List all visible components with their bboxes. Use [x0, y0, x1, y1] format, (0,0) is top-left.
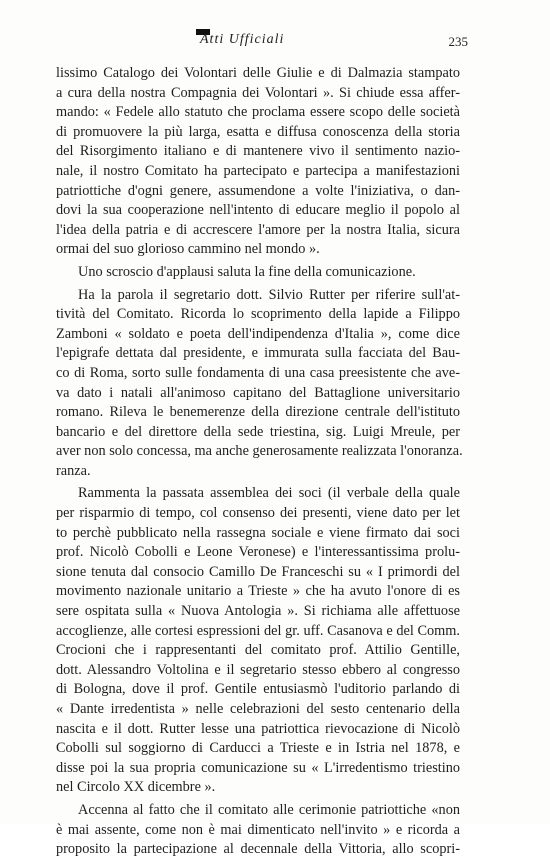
page-number: 235	[448, 34, 468, 49]
text-line: nascita e il dott. Rutter lesse una patriottica rievocazione di Nicolò	[56, 720, 460, 737]
text-line: nel Circolo XX dicembre ».	[56, 779, 216, 796]
text-line: nale, il nostro Comitato ha partecipato e partecipa a manifestazioni	[56, 162, 460, 179]
text-line: Ha la parola il segretario dott. Silvio Rutter per riferire sull'at-	[78, 286, 460, 303]
text-line: Accenna al fatto che il comitato alle cerimonie patriottiche «non	[78, 801, 460, 818]
text-line: co di Roma, sorto sulle fondamenta di una casa preesistente che ave-	[56, 364, 460, 381]
text-line: prof. Nicolò Cobolli e Leone Veronese) e l'interessantissima prolu-	[56, 544, 460, 561]
text-line: ranza.	[56, 462, 91, 479]
text-line: per risparmio di tempo, col consenso dei presenti, viene dato per let	[56, 505, 460, 522]
text-line: l'epigrafe dettata dal presidente, e immurata sulla facciata del Bau-	[56, 345, 460, 362]
text-line: va dato i natali all'animoso capitano del Battaglione universitario	[56, 384, 460, 401]
text-line: sione tenuta dal consocio Camillo De Franceschi su « I primordi del	[56, 563, 460, 580]
text-line: lissimo Catalogo dei Volontari delle Giulie e di Dalmazia stampato	[56, 65, 460, 81]
body-text	[56, 64, 463, 860]
text-line: patriottiche d'ogni genere, assumendone a volte l'iniziativa, o dan-	[56, 182, 460, 199]
text-line: Uno scroscio d'applausi saluta la fine della comunicazione.	[78, 263, 416, 280]
text-line: proposito la partecipazione al decennale della Vittoria, allo scopri-	[56, 841, 460, 858]
text-line: tività del Comitato. Ricorda lo scoprimento della lapide a Filippo	[56, 306, 460, 323]
text-line: a cura della nostra Compagnia dei Volontari ». Si chiude essa affer-	[56, 84, 460, 101]
text-line: del Risorgimento italiano e di mantenere vivo il sentimento nazio-	[56, 143, 460, 160]
text-line: Zamboni « soldato e poeta dell'indipendenza d'Italia », come dice	[56, 325, 460, 342]
text-line: bancario e del direttore della sede triestina, sig. Luigi Mreule, per	[56, 423, 460, 440]
text-line: ormai del suo glorioso cammino nel mondo ».	[56, 241, 320, 258]
text-line: di Bologna, dove il prof. Gentile entusiasmò l'uditorio parlando di	[56, 681, 460, 698]
text-line: dott. Alessandro Voltolina e il segretario stesso ebbero al congresso	[56, 661, 460, 678]
text-line: disse poi la sua propria comunicazione su « L'irredentismo triestino	[56, 759, 460, 776]
running-header	[0, 28, 550, 50]
text-line: l'idea della patria e di accrescere l'amore per la nostra Italia, sicura	[56, 221, 460, 238]
text-line: sere ospitata sulla « Nuova Antologia ». Si richiama alle affettuose	[56, 603, 460, 620]
header-title: Atti Ufficiali	[200, 32, 285, 47]
text-line: Cobolli sul soggiorno di Carducci a Trieste e in Istria nel 1878, e	[56, 740, 460, 757]
text-line: romano. Rileva le benemerenze della direzione centrale dell'istituto	[56, 404, 460, 421]
text-line: movimento nazionale unitario a Trieste » che ha avuto l'onore di es	[56, 583, 460, 600]
text-line: accoglienze, alle cortesi espressioni del gr. uff. Casanova e del Comm.	[56, 622, 460, 639]
text-line: Crocioni che i rappresentanti del comitato prof. Attilio Gentille,	[56, 642, 460, 659]
text-line: « Dante irredentista » nelle celebrazioni del sesto centenario della	[56, 701, 460, 717]
text-line: to perchè pubblicato nella rassegna sociale e viene firmato dai soci	[56, 524, 460, 541]
text-line: Rammenta la passata assemblea dei soci (il verbale della quale	[78, 485, 460, 502]
text-line: dovi la sua cooperazione nell'intento di educare meglio il popolo al	[56, 202, 460, 219]
text-line: aver non solo concessa, ma anche generosamente realizzata l'onoranza.	[56, 443, 463, 460]
text-line: è mai assente, come non è mai dimenticato nell'invito » e ricorda a	[56, 821, 460, 838]
text-line: mando: « Fedele allo statuto che proclama essere scopo delle società	[56, 104, 460, 121]
text-line: di promuovere la più larga, esatta e diffusa conoscenza della storia	[56, 123, 460, 140]
